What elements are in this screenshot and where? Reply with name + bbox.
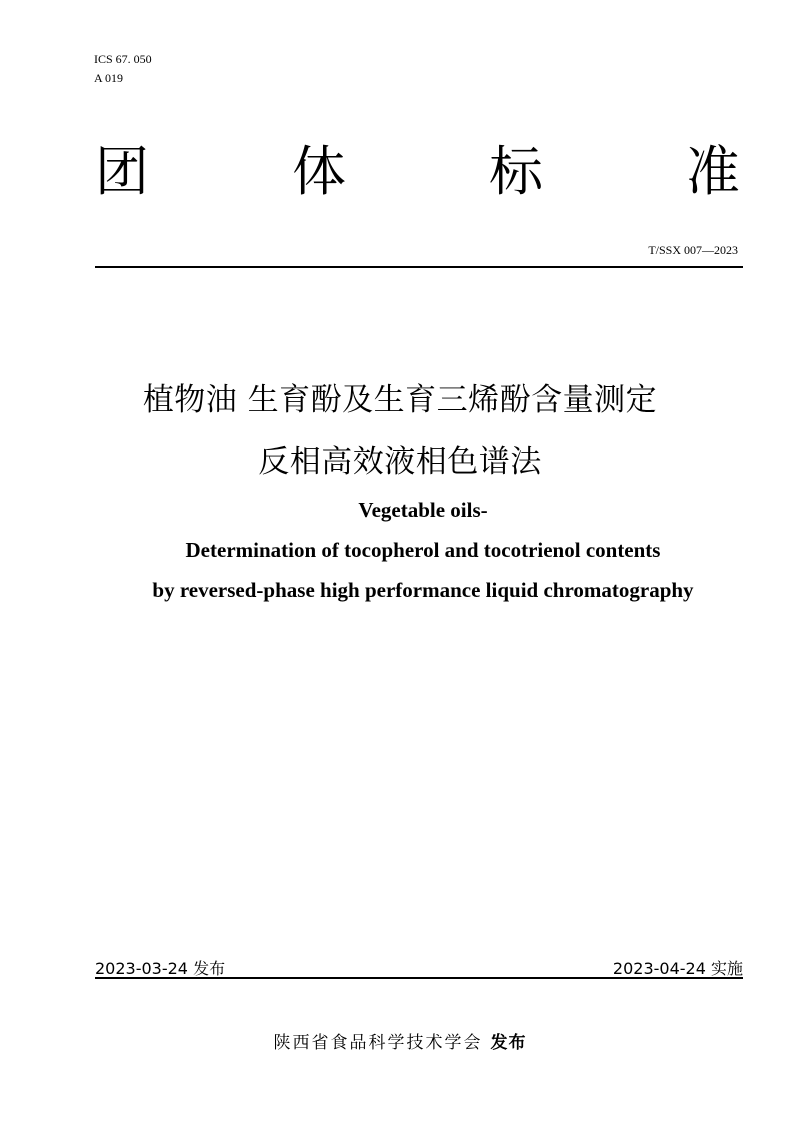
publisher-action: 发布 [490, 1033, 527, 1053]
implementation-date: 2023-04-24 实施 [612, 959, 743, 978]
document-type-title [95, 137, 740, 207]
english-title-line-3: by reversed-phase high performance liquid chromatography [152, 578, 694, 602]
issue-date: 2023-03-24 发布 [95, 959, 226, 978]
publisher-line [0, 1028, 800, 1053]
ccs-code: A 019 [94, 71, 124, 85]
chinese-title-line-2: 反相高效液相色谱法 [258, 444, 542, 480]
english-title-line-1: Vegetable oils- [358, 498, 488, 522]
title-char-4: 准 [686, 140, 740, 203]
standard-number: T/SSX 007—2023 [648, 243, 738, 257]
publisher-name: 陕西省食品科学技术学会 [273, 1033, 483, 1053]
english-title-line-2: Determination of tocopherol and tocotrienol contents [185, 538, 661, 562]
english-title [0, 490, 800, 610]
top-divider [95, 266, 743, 268]
title-char-2: 体 [292, 140, 346, 203]
bottom-divider [95, 977, 743, 979]
ics-code: ICS 67. 050 [94, 52, 152, 66]
title-char-1: 团 [95, 140, 149, 203]
title-char-3: 标 [489, 140, 543, 203]
classification-codes [94, 50, 152, 88]
chinese-title-line-1: 植物油 生育酚及生育三烯酚含量测定 [142, 382, 658, 418]
